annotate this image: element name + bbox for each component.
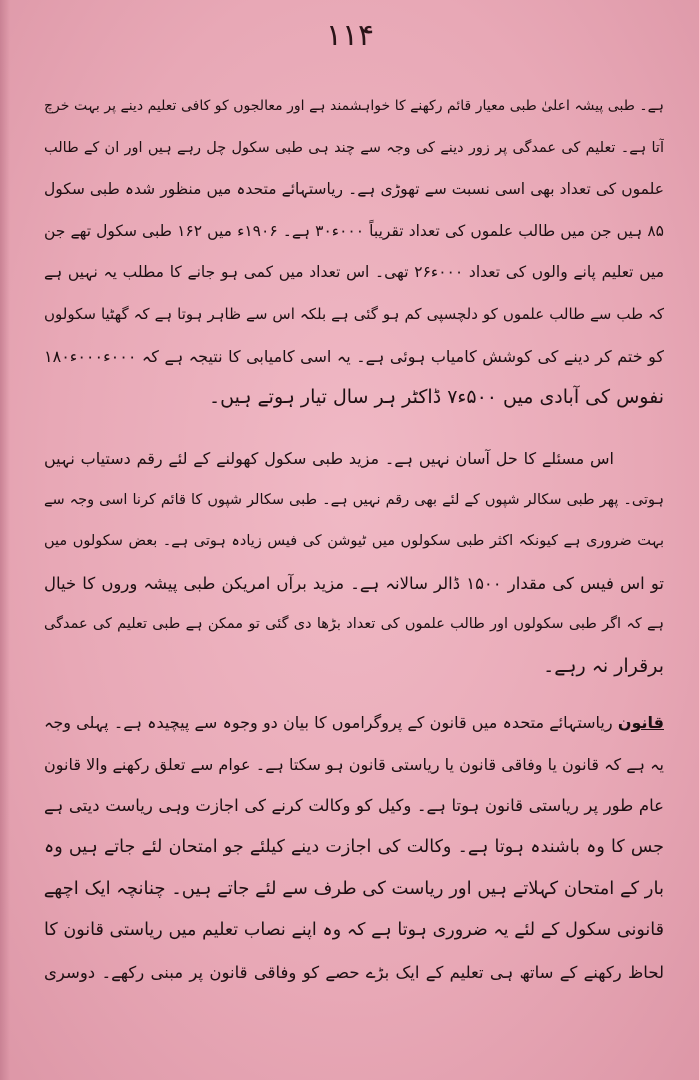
- text-line: برقرار نہ رہے۔: [543, 654, 664, 677]
- text-line: لحاظ رکھنے کے ساتھ ہی تعلیم کے ایک بڑے حصے کو وفاقی قانون پر مبنی رکھے۔ دوسری: [44, 962, 664, 982]
- paragraph-law: [44, 702, 664, 993]
- text-line: میں تعلیم پانے والوں کی تعداد ۰۰۰ء۲۶ تھی۔ اس تعداد میں کمی ہو جانے کا مطلب یہ نہیں ہے: [44, 263, 664, 282]
- text-line: ہے کہ اگر طبی سکولوں اور طالب علموں کی تعداد بڑھا دی گئی تو ممکن ہے طبی تعلیم کی عمدگی: [44, 616, 664, 633]
- text-line: ریاستہائے متحدہ میں قانون کے پروگراموں کا بیان دو وجوہ سے پیچیدہ ہے۔ پہلی وجہ: [44, 713, 613, 732]
- text-line: کو ختم کر دینے کی کوشش کامیاب ہوئی ہے۔ یہ اسی کامیابی کا نتیجہ ہے کہ ۰۰۰ء۰۰۰ء۱۸۰: [44, 346, 664, 366]
- page-number: ۱۱۴: [325, 18, 375, 53]
- text-line: یہ ہے کہ قانون یا وفاقی قانون یا ریاستی قانون ہو سکتا ہے۔ عوام سے تعلق رکھنے والا قانون: [44, 754, 664, 774]
- text-line: ہے۔ طبی پیشہ اعلیٰ طبی معیار قائم رکھنے کا خواہشمند ہے اور معالجوں کو کافی تعلیم دینے پر بہت خرچ: [44, 98, 664, 114]
- text-line: بہت ضروری ہے کیونکہ اکثر طبی سکولوں میں ٹیوشن کی فیس زیادہ ہوتی ہے۔ بعض سکولوں میں: [44, 533, 664, 550]
- page-edge-shadow: [0, 0, 10, 1080]
- text-line: ہوتی۔ پھر طبی سکالر شپوں کے لئے بھی رقم نہیں ہے۔ طبی سکالر شپوں کا قائم کرنا اسی وجہ سے: [44, 491, 664, 508]
- text-line: قانونی سکول کے لئے یہ ضروری ہوتا ہے کہ وہ اپنے نصاب تعلیم میں ریاستی قانون کا: [44, 919, 664, 940]
- text-line: کہ طب سے طالب علموں کو دلچسپی کم ہو گئی ہے بلکہ اس سے ظاہر ہوتا ہے کہ گھٹیا سکولوں: [44, 304, 664, 323]
- paragraph-scholarships: [44, 438, 664, 688]
- text-line: عام طور پر ریاستی قانون ہوتا ہے۔ وکیل کو وکالت کرنے کی اجازت وہی ریاست دیتی ہے: [44, 796, 664, 816]
- text-line: ۸۵ ہیں جن میں طالب علموں کی تعداد تقریباً ۰۰۰ء۳۰ ہے۔ ۱۹۰۶ء میں ۱۶۲ طبی سکول تھے جن: [44, 221, 664, 240]
- paragraph-medical-schools: [44, 86, 664, 419]
- text-line: بار کے امتحان کہلاتے ہیں اور ریاست کی طرف سے لئے جاتے ہیں۔ چنانچہ ایک اچھے: [44, 878, 664, 900]
- text-line: جس کا وہ باشندہ ہوتا ہے۔ وکالت کی اجازت دینے کیلئے جو امتحان لئے جاتے ہیں وہ: [44, 836, 664, 857]
- text-line: اس مسئلے کا حل آسان نہیں ہے۔ مزید طبی سکول کھولنے کے لئے رقم دستیاب نہیں: [44, 449, 614, 468]
- text-line: آتا ہے۔ تعلیم کی عمدگی پر زور دینے کی وجہ سے چند ہی طبی سکول چل رہے ہیں اور ان کے طالب: [44, 139, 664, 156]
- text-line-with-heading: [44, 702, 664, 744]
- text-line: علموں کی تعداد بھی اسی نسبت سے تھوڑی ہے۔ ریاستہائے متحدہ میں منظور شدہ طبی سکول: [44, 180, 664, 199]
- section-heading-law: قانون: [617, 713, 664, 732]
- text-line: تو اس فیس کی مقدار ۱۵۰۰ ڈالر سالانہ ہے۔ مزید برآں امریکن طبی پیشہ وروں کا خیال: [44, 573, 664, 593]
- text-line: نفوس کی آبادی میں ۵۰۰ء۷ ڈاکٹر ہر سال تیار ہوتے ہیں۔: [209, 386, 664, 409]
